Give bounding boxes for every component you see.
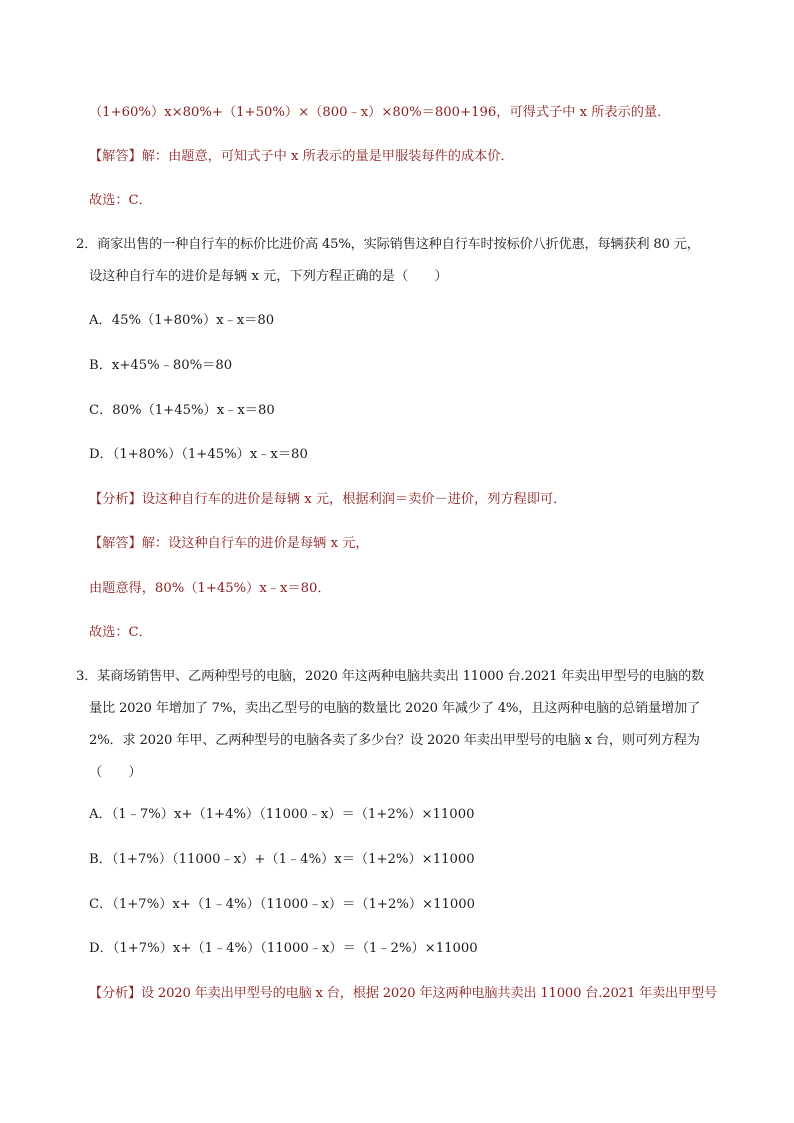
option-b: B．x+45%﹣80%＝80 (89, 358, 233, 373)
question-3-text-cont: （ ） (89, 765, 142, 780)
option-a: A．（1﹣7%）x+（1+4%）（11000﹣x）＝（1+2%）×11000 (89, 807, 475, 822)
question-2-text-cont: 设这种自行车的进价是每辆 x 元，下列方程正确的是（ ） (89, 269, 448, 284)
solution-line: 由题意得，80%（1+45%）x﹣x＝80． (89, 581, 331, 596)
answer-explanation: 【解答】解：由题意，可知式子中 x 所表示的量是甲服装每件的成本价． (89, 149, 514, 164)
solution-line: （1+60%）x×80%+（1+50%）×（800﹣x）×80%＝800+196，可得式子中 x 所表示的量． (89, 105, 671, 120)
solution-line: 【解答】解：设这种自行车的进价是每辆 x 元， (89, 536, 369, 551)
option-c: C．（1+7%）x+（1﹣4%）（11000﹣x）＝（1+2%）×11000 (89, 897, 476, 912)
option-d: D．（1+7%）x+（1﹣4%）（11000﹣x）＝（1﹣2%）×11000 (89, 941, 478, 956)
question-3-text-cont: 2%．求 2020 年甲、乙两种型号的电脑各卖了多少台？设 2020 年卖出甲型号的电脑 x 台，则可列方程为 (89, 733, 700, 748)
answer-choice: 故选：C． (89, 193, 152, 208)
option-a: A．45%（1+80%）x﹣x＝80 (89, 313, 275, 328)
analysis-line: 【分析】设这种自行车的进价是每辆 x 元，根据利润＝卖价－进价，列方程即可． (89, 492, 567, 507)
option-c: C．80%（1+45%）x﹣x＝80 (89, 403, 275, 418)
option-b: B．（1+7%）（11000﹣x）+（1﹣4%）x＝（1+2%）×11000 (89, 852, 475, 867)
question-3-text: 3．某商场销售甲、乙两种型号的电脑，2020 年这两种电脑共卖出 11000 台.2021 年卖出甲型号的电脑的数 (76, 669, 705, 684)
analysis-line: 【分析】设 2020 年卖出甲型号的电脑 x 台，根据 2020 年这两种电脑共卖出 11000 台.2021 年卖出甲型号 (89, 986, 717, 1001)
question-2-text: 2．商家出售的一种自行车的标价比进价高 45%，实际销售这种自行车时按标价八折优惠，每辆获利 80 元， (76, 237, 700, 252)
option-d: D．（1+80%）（1+45%）x﹣x＝80 (89, 447, 308, 462)
question-3-text-cont: 量比 2020 年增加了 7%，卖出乙型号的电脑的数量比 2020 年减少了 4%，且这两种电脑的总销量增加了 (89, 701, 701, 716)
answer-choice: 故选：C． (89, 625, 152, 640)
